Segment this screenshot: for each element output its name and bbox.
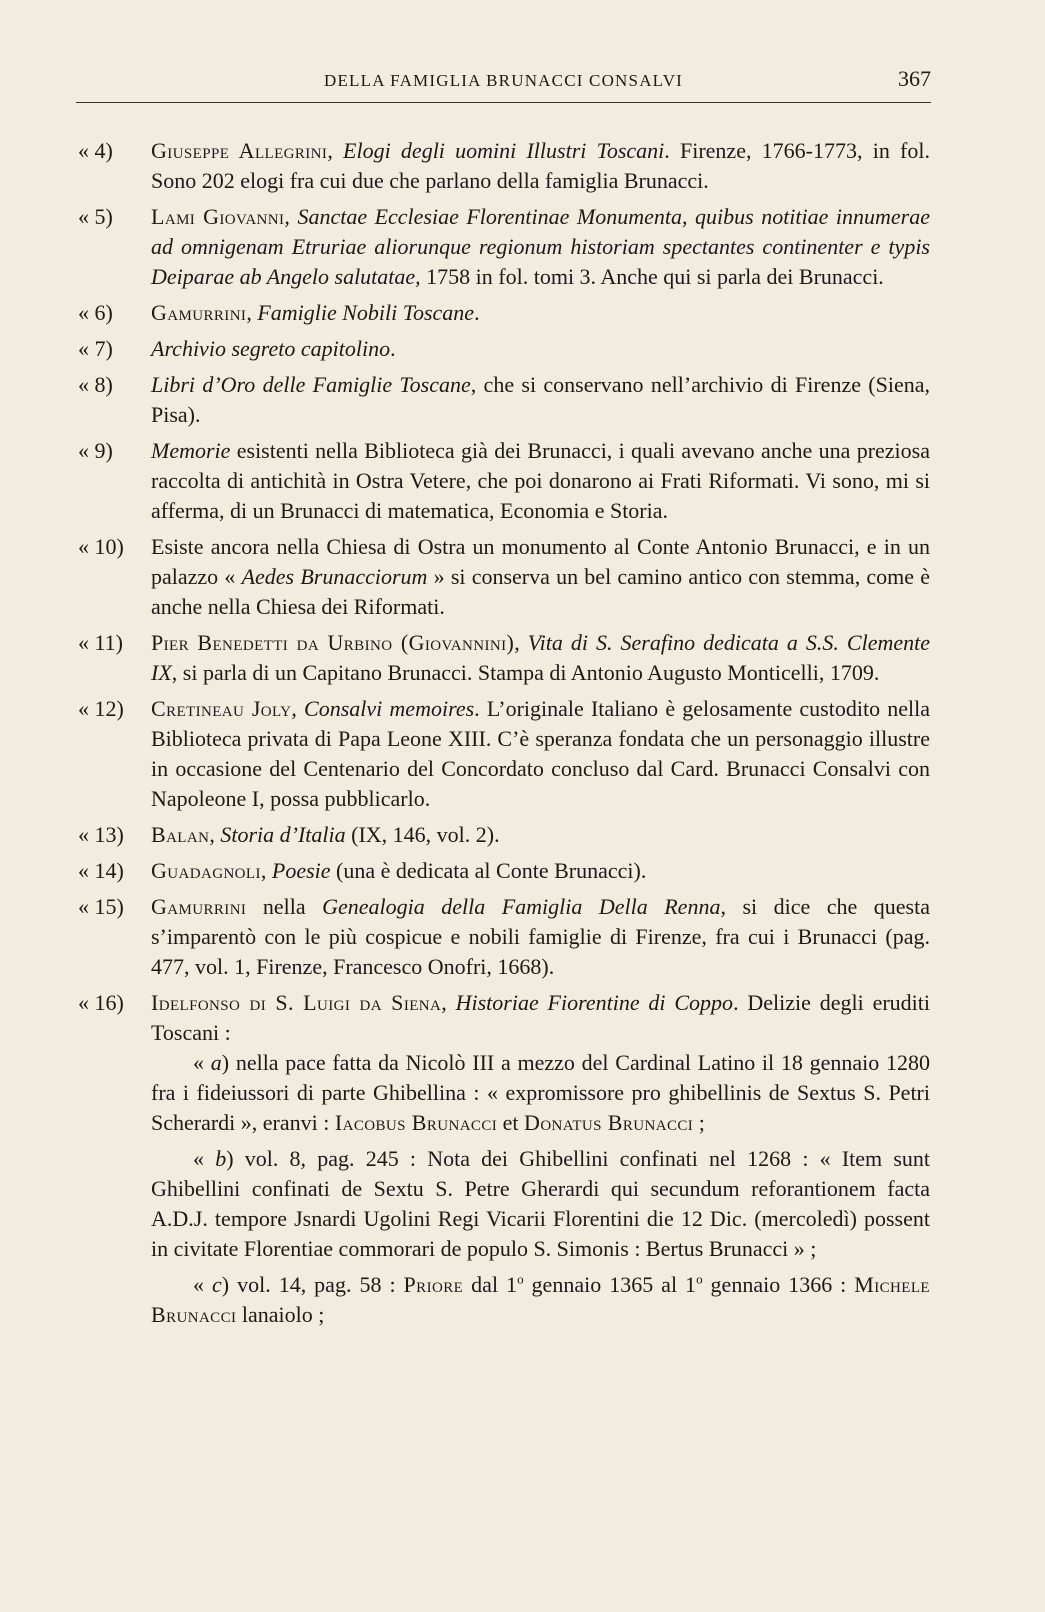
footnote-author: Giuseppe Allegrini	[151, 138, 328, 163]
sub-c-name: Michele Brunacci	[151, 1272, 930, 1327]
sub-c-text-3: gennaio 1365 al 1	[523, 1272, 697, 1297]
footnote-author: Guadagnoli	[151, 858, 261, 883]
running-title: DELLA FAMIGLIA BRUNACCI CONSALVI	[323, 71, 684, 90]
footnote-connector: ,	[327, 138, 344, 163]
footnote-text: . L’originale Italiano è gelosamente custodito nella Biblioteca privata di Papa Leone XIII. C’è speranza fondata che un personaggio illustre in occasione del Centenario del Concordato concluso dal Card. Brunacci Consalvi con Napoleone I, possa pubblicarlo.	[151, 696, 930, 811]
footnote-text: . Firenze, 1766-1773, in fol. Sono 202 elogi fra cui due che parlano della famiglia Brunacci.	[151, 138, 930, 193]
sub-c-end: lanaiolo ;	[236, 1302, 325, 1327]
footnote-title: Aedes Brunacciorum	[241, 564, 428, 589]
footnote-number: « 11)	[78, 630, 124, 655]
footnote-connector: ,	[209, 822, 221, 847]
sub-c-sup-1: o	[517, 1271, 524, 1287]
footnote	[78, 298, 930, 328]
footnote-author: Gamurrini	[151, 300, 247, 325]
sub-c-text-1: vol. 14, pag. 58 :	[229, 1272, 404, 1297]
sub-c-close: )	[221, 1272, 230, 1297]
footnote-title: Poesie	[271, 858, 331, 883]
sub-b-text: vol. 8, pag. 245 : Nota dei Ghibellini confinati nel 1268 : « Item sunt Ghibellini confinati de Sextu S. Petre Gherardi qui secundum reforantionem facta A.D.J. tempore Jsnardi Ugolini Regi Vicarii Florentini die 12 Dic. (mercoledì) possent in civitate Florentiae commorari de populo S. Simonis : Bertus Brunacci » ;	[151, 1146, 931, 1261]
footnote-text: esistenti nella Biblioteca già dei Brunacci, i quali avevano anche una preziosa raccolta di antichità in Ostra Vetere, che poi donarono ai Frati Riformati. Vi sono, mi si afferma, di un Brunacci di matematica, Economia e Storia.	[151, 438, 930, 523]
footnote-title: Elogi degli uomini Illustri Toscani	[343, 138, 665, 163]
footnote-author: Cretineau Joly	[151, 696, 292, 721]
footnote-title: Historiae Fiorentine di Coppo	[455, 990, 734, 1015]
footnote-number: « 7)	[78, 336, 113, 361]
footnote-number: « 6)	[78, 300, 113, 325]
footnote	[78, 334, 930, 364]
sub-a-close: )	[221, 1050, 230, 1075]
sub-a-end: ;	[693, 1110, 705, 1135]
sub-c-text-4: gennaio 1366 :	[702, 1272, 855, 1297]
page-header	[76, 66, 931, 103]
footnote-title: Famiglie Nobili Toscane	[257, 300, 475, 325]
footnote-text: , si parla di un Capitano Brunacci. Stampa di Antonio Augusto Monticelli, 1709.	[171, 660, 880, 685]
footnote	[78, 202, 930, 292]
footnote-title: Libri d’Oro delle Famiglie Toscane	[151, 372, 471, 397]
footnote-author: Lami Giovanni	[151, 204, 285, 229]
footnote-connector: ,	[260, 858, 272, 883]
footnote	[78, 820, 930, 850]
footnote-connector: Esiste ancora nella Chiesa di Ostra un monumento al Conte Antonio Brunacci, e in un palazzo «	[151, 534, 930, 589]
sub-a-open: «	[193, 1050, 211, 1075]
sub-c-role: Priore	[403, 1272, 464, 1297]
footnote-connector: ,	[246, 300, 258, 325]
footnote-connector: ,	[284, 204, 298, 229]
sub-a-text: nella pace fatta da Nicolò III a mezzo del Cardinal Latino il 18 gennaio 1280 fra i fideiussori di parte Ghibellina : « expromissore pro ghibellinis de Sextus S. Petri Scherardi », eranvi :	[151, 1050, 931, 1135]
footnote	[78, 436, 930, 526]
footnote	[78, 988, 930, 1048]
footnote-number: « 10)	[78, 534, 124, 559]
page-number: 367	[898, 66, 931, 91]
footnote-number: « 13)	[78, 822, 124, 847]
footnote-text: (IX, 146, vol. 2).	[345, 822, 500, 847]
footnote-text: (una è dedicata al Conte Brunacci).	[330, 858, 647, 883]
footnote-number: « 14)	[78, 858, 124, 883]
footnote-title: Sanctae Ecclesiae Florentinae Monumenta, quibus notitiae innumerae ad omnigenam Etruriae aliorunque regionum historiam spectantes continenter e typis Deiparae ab Angelo salutatae,	[151, 204, 931, 289]
footnote-text: .	[474, 300, 480, 325]
footnote-number: « 4)	[78, 138, 113, 163]
footnote-title: Vita di S. Serafino dedicata a S.S. Clemente IX	[151, 630, 931, 685]
sub-c-open: «	[193, 1272, 212, 1297]
sub-a-conj: et	[497, 1110, 525, 1135]
sub-a-name-1: Iacobus Brunacci	[334, 1110, 498, 1135]
footnote-text: , che si conservano nell’archivio di Firenze (Siena, Pisa).	[151, 372, 930, 427]
footnote-connector: ,	[291, 696, 305, 721]
sub-a-name-2: Donatus Brunacci	[524, 1110, 694, 1135]
footnote-title: Archivio segreto capitolino	[151, 336, 391, 361]
footnote-number: « 8)	[78, 372, 113, 397]
sub-b-open: «	[193, 1146, 216, 1171]
footnote-text: . Delizie degli eruditi Toscani :	[151, 990, 931, 1045]
sub-note-c	[78, 1270, 930, 1330]
footnote-text: » si conserva un bel camino antico con stemma, come è anche nella Chiesa dei Riformati.	[151, 564, 931, 619]
footnote-author: Idelfonso di S. Luigi da Siena	[151, 990, 442, 1015]
footnote	[78, 136, 930, 196]
notes-list	[78, 136, 930, 1336]
footnote	[78, 856, 930, 886]
footnote-connector: ,	[441, 990, 456, 1015]
footnote-title: Genealogia della Famiglia Della Renna	[322, 894, 721, 919]
footnote-connector: ,	[514, 630, 528, 655]
footnote	[78, 370, 930, 430]
footnote-number: « 15)	[78, 894, 124, 919]
footnote-number: « 5)	[78, 204, 113, 229]
footnote-text: , si dice che questa s’imparentò con le più cospicue e nobili famiglie di Firenze, fra cui i Brunacci (pag. 477, vol. 1, Firenze, Francesco Onofri, 1668).	[151, 894, 930, 979]
footnote	[78, 892, 930, 982]
sub-c-sup-2: o	[696, 1271, 703, 1287]
footnote-number: « 9)	[78, 438, 113, 463]
footnote-number: « 12)	[78, 696, 124, 721]
sub-c-letter: c	[212, 1272, 222, 1297]
footnote-author: Pier Benedetti da Urbino (Giovannini)	[151, 630, 515, 655]
footnote-author: Balan	[151, 822, 210, 847]
sub-b-letter: b	[215, 1146, 227, 1171]
footnote	[78, 628, 930, 688]
footnote-author: Gamurrini	[151, 894, 247, 919]
footnote	[78, 532, 930, 622]
sub-b-close: )	[226, 1146, 234, 1171]
footnote-connector: nella	[246, 894, 323, 919]
footnote-text: .	[390, 336, 396, 361]
footnote-title: Storia d’Italia	[220, 822, 346, 847]
sub-note-a	[78, 1048, 930, 1138]
footnote-number: « 16)	[78, 990, 124, 1015]
sub-c-text-2: dal 1	[463, 1272, 518, 1297]
footnote	[78, 694, 930, 814]
footnote-text: 1758 in fol. tomi 3. Anche qui si parla dei Brunacci.	[420, 264, 884, 289]
footnote-title: Consalvi memoires	[304, 696, 475, 721]
footnote-title: Memorie	[151, 438, 231, 463]
sub-a-letter: a	[210, 1050, 222, 1075]
sub-note-b	[78, 1144, 930, 1264]
